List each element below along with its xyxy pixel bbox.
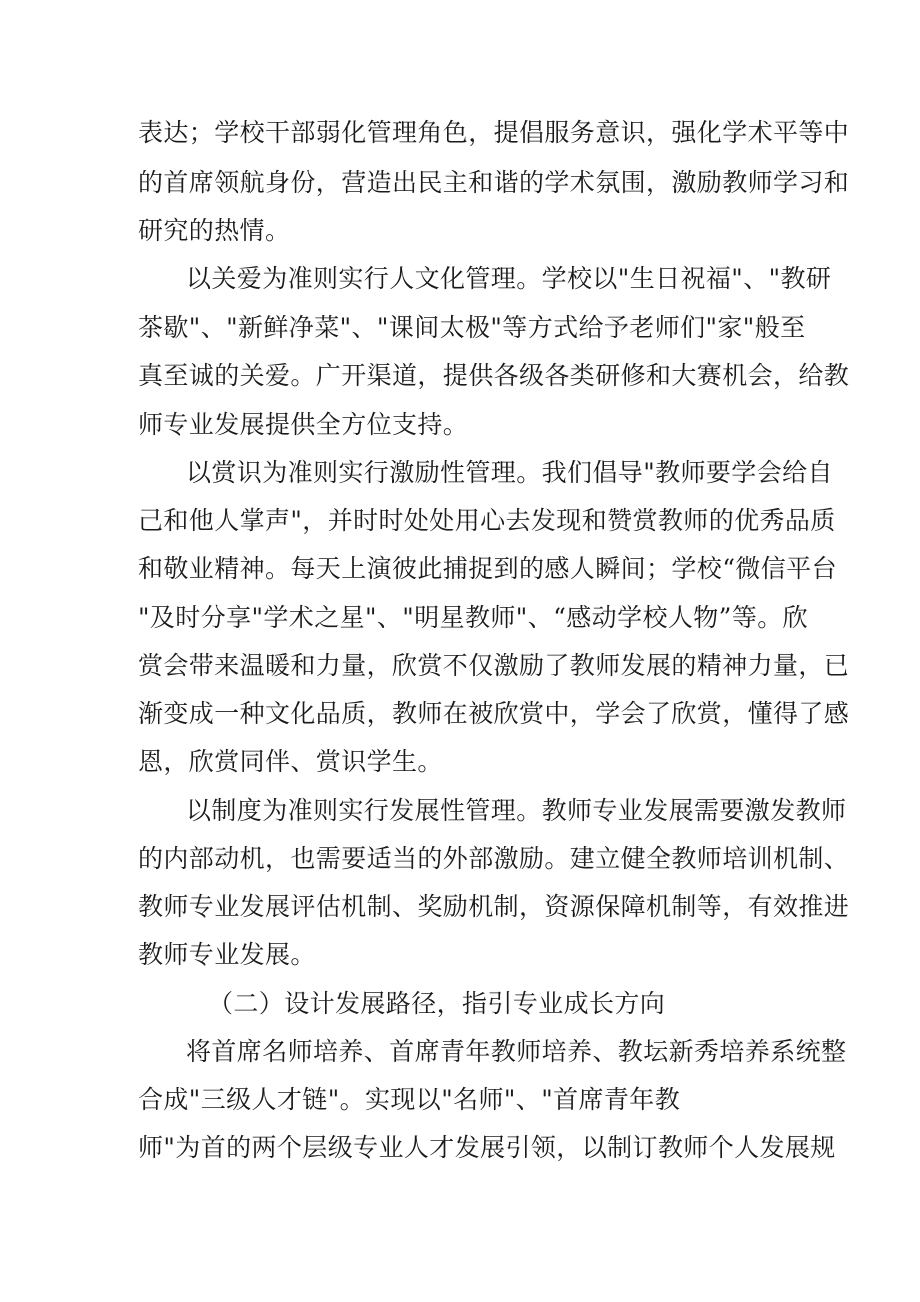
- paragraph-start-line: 将首席名师培养、首席青年教师培养、教坛新秀培养系统整: [186, 1037, 847, 1066]
- paragraph-start-line: 以关爱为准则实行人文化管理。学校以"生日祝福"、"教研: [186, 264, 832, 293]
- text-line: 的内部动机，也需要适当的外部激励。建立健全教师培训机制、: [138, 844, 850, 873]
- paragraph-start-line: 以赏识为准则实行激励性管理。我们倡导"教师要学会给自: [186, 458, 833, 487]
- text-line: 和敬业精神。每天上演彼此捕捉到的感人瞬间；学校“微信平台: [138, 554, 837, 583]
- text-line: 研究的热情。: [138, 216, 291, 245]
- text-line: "及时分享"学术之星"、"明星教师"、“感动学校人物”等。欣: [138, 603, 809, 632]
- text-line: 教师专业发展评估机制、奖励机制，资源保障机制等，有效推进: [138, 892, 850, 921]
- text-line: 赏会带来温暖和力量，欣赏不仅激励了教师发展的精神力量，已: [138, 651, 850, 680]
- text-line: 己和他人掌声"，并时时处处用心去发现和赞赏教师的优秀品质: [138, 506, 836, 535]
- paragraph-start-line: 以制度为准则实行发展性管理。教师专业发展需要激发教师: [186, 796, 847, 825]
- text-line: 恩，欣赏同伴、赏识学生。: [138, 747, 443, 776]
- text-line: 师专业发展提供全方位支持。: [138, 410, 469, 439]
- text-line: 的首席领航身份，营造出民主和谐的学术氛围，激励教师学习和: [138, 168, 850, 197]
- text-line: 合成"三级人才链"。实现以"名师"、"首席青年教: [138, 1085, 681, 1114]
- text-line: 师"为首的两个层级专业人才发展引领，以制订教师个人发展规: [138, 1133, 836, 1162]
- text-line: 茶歇"、"新鲜净菜"、"课间太极"等方式给予老师们"家"般至: [138, 313, 806, 342]
- section-heading: （二）设计发展路径，指引专业成长方向: [208, 989, 666, 1018]
- text-line: 表达；学校干部弱化管理角色，提倡服务意识，强化学术平等中: [138, 118, 850, 147]
- text-line: 真至诚的关爱。广开渠道，提供各级各类研修和大赛机会，给教: [138, 361, 850, 390]
- text-line: 教师专业发展。: [138, 940, 316, 969]
- text-line: 渐变成一种文化品质，教师在被欣赏中，学会了欣赏，懂得了感: [138, 699, 850, 728]
